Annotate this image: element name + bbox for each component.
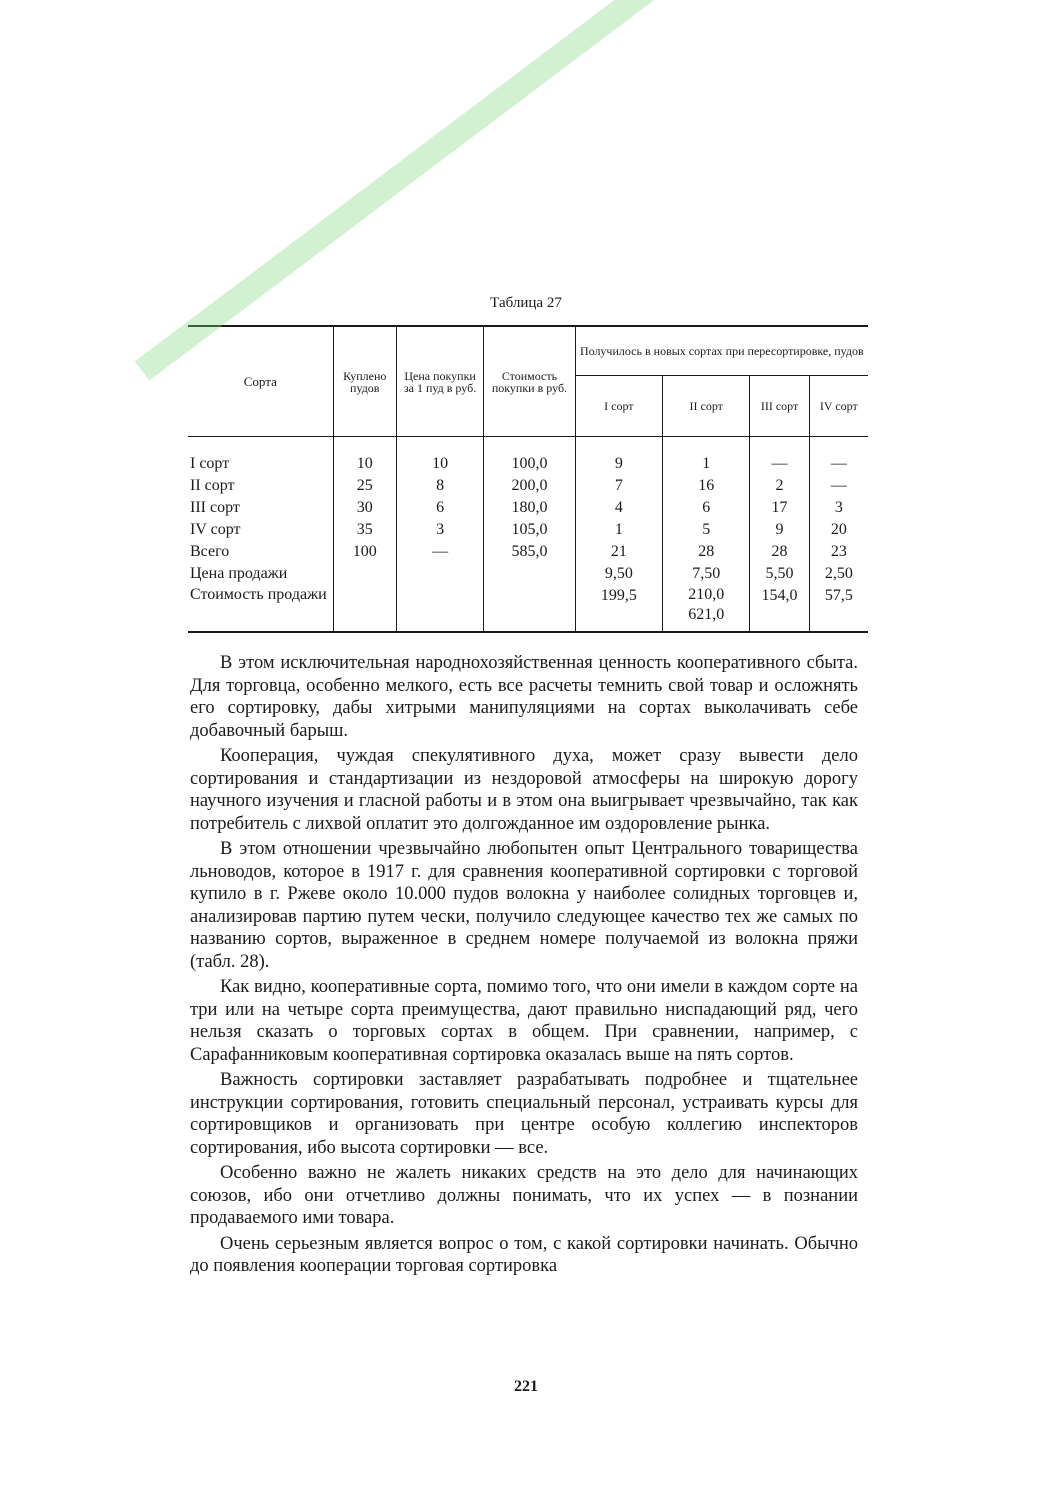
- cell-bought: [333, 563, 396, 585]
- table-row: [188, 497, 868, 519]
- table-row: [188, 475, 868, 497]
- cell-price: 8: [396, 475, 483, 497]
- cell-s4: —: [809, 475, 868, 497]
- paragraph: В этом отношении чрезвычайно любопытен опыт Центрального товарищества льноводов, которое в 1917 г. для сравнения кооперативной сортировки с торговой купило в г. Ржеве около 10.000 пудов волокна у наиболее солидных торговцев и, анализировав партию путем чески, получило следующее качество тех же самых по названию сортов, выраженное в среднем номере получаемой из волокна пряжи (табл. 28).: [190, 839, 858, 972]
- cell-price: 10: [396, 453, 483, 475]
- cell-s4: 2,50: [809, 563, 868, 585]
- cell-s2: 7,50: [663, 563, 750, 585]
- header-s1: I сорт: [575, 376, 662, 437]
- cell-s2: 1: [663, 453, 750, 475]
- cell-s4: 57,5: [809, 585, 868, 632]
- cell-s4: —: [809, 453, 868, 475]
- cell-s3: 2: [750, 475, 809, 497]
- cell-s1: 9,50: [575, 563, 662, 585]
- row-label: Цена продажи: [190, 565, 288, 582]
- cell-bought: 30: [333, 497, 396, 519]
- cell-price: 3: [396, 519, 483, 541]
- cell-total-sale: 621,0: [688, 606, 725, 623]
- row-label: I сорт: [190, 455, 230, 472]
- header-bought: Куплено пудов: [333, 326, 396, 437]
- paragraph: Очень серьезным является вопрос о том, с какой сортировки начинать. Обычно до появления кооперации торговая сортировка: [190, 1233, 858, 1276]
- data-table: [188, 325, 868, 633]
- cell-price: [396, 563, 483, 585]
- cell-s2: 6: [663, 497, 750, 519]
- paragraph: Важность сортировки заставляет разрабатывать подробнее и тщательнее инструкции сортирования, готовить специальный персонал, устраивать курсы для сортировщиков и организовать при центре особую коллегию инспекторов сортирования, ибо высота сортировки — все.: [190, 1070, 858, 1158]
- cell-cost: [484, 563, 575, 585]
- cell-s1: 199,5: [575, 585, 662, 632]
- cell-bought: 10: [333, 453, 396, 475]
- cell-cost: 200,0: [484, 475, 575, 497]
- cell-price: [396, 585, 483, 632]
- header-cost: Стоимость покупки в руб.: [484, 326, 575, 437]
- header-s4: IV сорт: [809, 376, 868, 437]
- body-text: [190, 652, 858, 1281]
- header-price: Цена покупки за 1 пуд в руб.: [396, 326, 483, 437]
- page-number: 221: [514, 1378, 538, 1395]
- paragraph: Особенно важно не жалеть никаких средств на это дело для начинающих союзов, ибо они отчетливо должны понимать, что их успех — в познании продаваемого ими товара.: [190, 1163, 858, 1228]
- cell-s3: 154,0: [750, 585, 809, 632]
- paragraph: Как видно, кооперативные сорта, помимо того, что они имели в каждом сорте на три или на четыре сорта преимущества, дают правильно ниспадающий ряд, чего нельзя сказать о торговых сортах в общем. При сравнении, например, с Сарафанниковым кооперативная сортировка оказалась выше на пять сортов.: [190, 977, 858, 1065]
- cell-s1: 1: [575, 519, 662, 541]
- cell-s1: 21: [575, 541, 662, 563]
- header-sort: Сорта: [188, 326, 333, 437]
- cell-price: 6: [396, 497, 483, 519]
- row-label: IV сорт: [190, 521, 241, 538]
- cell-cost: 105,0: [484, 519, 575, 541]
- cell-s4: 20: [809, 519, 868, 541]
- header-s2: II сорт: [663, 376, 750, 437]
- table-row: [188, 585, 868, 632]
- row-label: Стоимость продажи: [190, 586, 327, 603]
- paragraph: В этом исключительная народнохозяйственная ценность кооперативного сбыта. Для торговца, особенно мелкого, есть все расчеты темнить свой товар и осложнять его сортировку, дабы хитрыми манипуляциями на сортах выколачивать себе добавочный барыш.: [190, 653, 858, 741]
- cell-s3: 9: [750, 519, 809, 541]
- table-caption: Таблица 27: [490, 295, 562, 311]
- cell-bought: 35: [333, 519, 396, 541]
- table-row: [188, 519, 868, 541]
- cell-s3: 28: [750, 541, 809, 563]
- paragraph: Кооперация, чуждая спекулятивного духа, может сразу вывести дело сортирования и стандартизации из нездоровой атмосферы на широкую дорогу научного изучения и гласной работы и в этом она выигрывает чрезвычайно, так как потребитель с лихвой оплатит это долгожданное им оздоровление рынка.: [190, 746, 858, 834]
- cell-s4: 23: [809, 541, 868, 563]
- table-row: [188, 541, 868, 563]
- cell-cost: [484, 585, 575, 632]
- cell-s1: 7: [575, 475, 662, 497]
- cell-s2: 28: [663, 541, 750, 563]
- cell-s2: 16: [663, 475, 750, 497]
- cell-s1: 4: [575, 497, 662, 519]
- watermark-band: [135, 0, 868, 381]
- cell-bought: 25: [333, 475, 396, 497]
- row-label: III сорт: [190, 499, 240, 516]
- table-row: [188, 563, 868, 585]
- cell-s4: 3: [809, 497, 868, 519]
- cell-s1: 9: [575, 453, 662, 475]
- row-label: II сорт: [190, 477, 235, 494]
- cell-cost: 100,0: [484, 453, 575, 475]
- cell-bought: 100: [333, 541, 396, 563]
- cell-cost: 585,0: [484, 541, 575, 563]
- table-row: [188, 453, 868, 475]
- cell-s3: —: [750, 453, 809, 475]
- cell-price: —: [396, 541, 483, 563]
- cell-s2-with-total: [663, 585, 750, 632]
- cell-s2: 210,0: [688, 586, 725, 603]
- cell-bought: [333, 585, 396, 632]
- cell-s3: 17: [750, 497, 809, 519]
- cell-s3: 5,50: [750, 563, 809, 585]
- cell-s2: 5: [663, 519, 750, 541]
- cell-cost: 180,0: [484, 497, 575, 519]
- header-group: Получилось в новых сортах при пересортировке, пудов: [575, 326, 868, 376]
- header-s3: III сорт: [750, 376, 809, 437]
- row-label: Всего: [190, 543, 230, 560]
